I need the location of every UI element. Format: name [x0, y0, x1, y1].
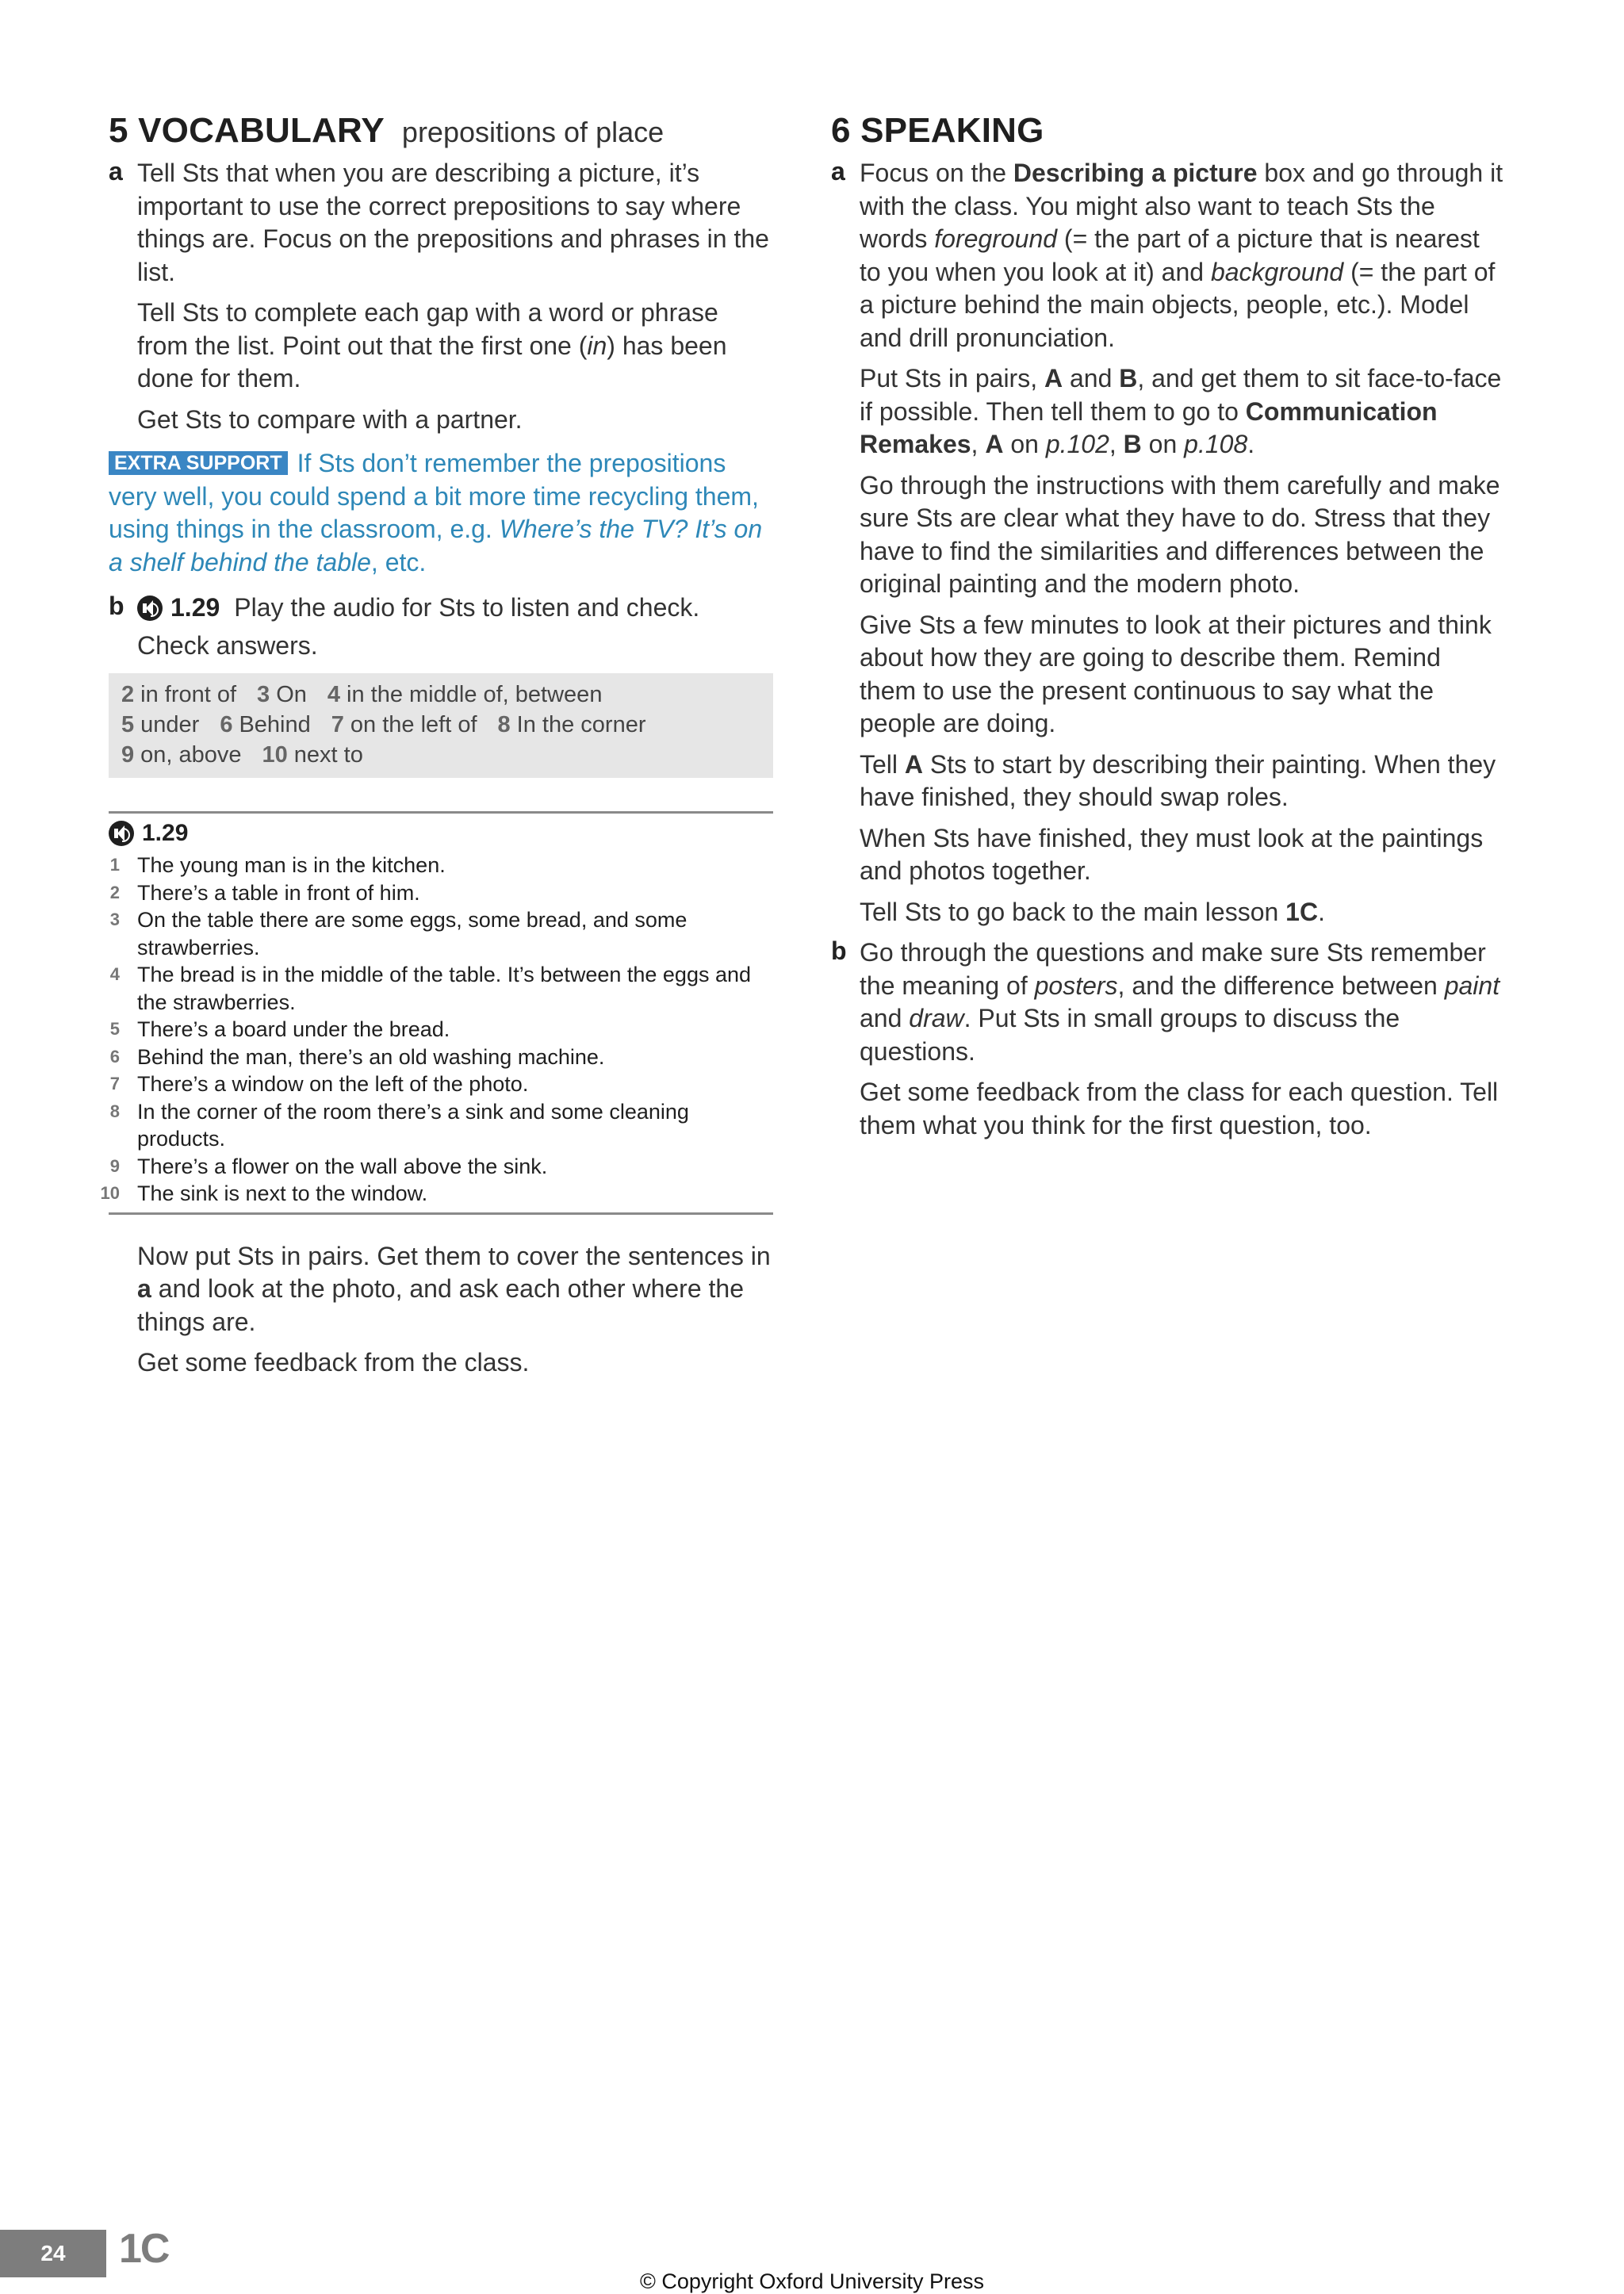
line-text: There’s a flower on the wall above the sink. [137, 1154, 548, 1178]
audio-speaker-icon [137, 596, 163, 621]
paragraph [137, 297, 773, 396]
answer-item [327, 682, 603, 707]
answer-number: 10 [262, 742, 288, 768]
audio-track-number: 1.29 [170, 593, 220, 622]
paragraph [860, 896, 1503, 929]
answer-row [121, 680, 760, 710]
paragraph: When Sts have finished, they must look at the paintings and photos together. [860, 823, 1484, 885]
answer-text: under [140, 712, 200, 737]
section-title: 5 VOCABULARY [109, 111, 385, 150]
text: , and get them to sit face-to-face if possible. Then tell them to go to [860, 364, 1502, 426]
left-column [100, 111, 773, 1388]
answer-number: 7 [331, 712, 344, 737]
text: box and go through it with the class. You might also want to teach Sts the words [860, 159, 1503, 253]
text: Tell Sts to complete each gap with a word or phrase from the list. Point out that the first one ( [137, 298, 718, 360]
exercise-a [831, 157, 1503, 929]
bold-text: a [137, 1274, 151, 1303]
bold-text: 1C [1285, 897, 1319, 926]
paragraph: Get Sts to compare with a partner. [137, 404, 523, 434]
italic-text: foreground [934, 224, 1058, 253]
italic-text: posters [1034, 971, 1118, 1000]
answer-number: 2 [121, 682, 135, 707]
paragraph: Get some feedback from the class. [137, 1348, 530, 1377]
text: Go through the questions and make sure Sts remember the meaning of [860, 938, 1486, 1000]
lesson-label: 1C [119, 2226, 169, 2272]
answer-number: 5 [121, 712, 135, 737]
paragraph: Give Sts a few minutes to look at their pictures and think about how they are going to describe them. Remind them to use the present continuous to say what the people are doing. [860, 610, 1492, 737]
exercise-letter: b [109, 592, 124, 620]
line-text: There’s a window on the left of the photo. [137, 1072, 529, 1096]
answer-text: on the left of [350, 712, 477, 737]
answer-text: Behind [239, 712, 311, 737]
line-text: The bread is in the middle of the table. It’s between the eggs and the strawberries. [137, 963, 752, 1014]
text: and [1069, 364, 1113, 393]
bold-text: A [1044, 364, 1063, 393]
line-text: The young man is in the kitchen. [137, 853, 446, 877]
italic-text: paint [1444, 971, 1500, 1000]
text: (= the part of a picture that is nearest to you when you look at it) and [860, 224, 1480, 286]
bold-text: A [904, 749, 924, 779]
answer-item [257, 682, 307, 707]
answer-number: 3 [257, 682, 270, 707]
answer-text: in the middle of, between [347, 682, 603, 707]
line-number: 6 [109, 1046, 120, 1067]
text: and [860, 1004, 902, 1032]
answer-item [121, 742, 242, 768]
exercise-b [109, 592, 773, 662]
line-text: There’s a table in front of him. [137, 880, 420, 905]
audio-line [137, 592, 773, 625]
section-subtitle: prepositions of place [401, 116, 665, 148]
text: , [971, 430, 979, 458]
paragraph [860, 749, 1503, 814]
answer-key-box [109, 673, 773, 778]
text: . Put Sts in small groups to discuss the questions. [860, 1004, 1400, 1066]
answer-item [331, 712, 477, 737]
answer-text: on, above [140, 742, 242, 768]
script-line [109, 1070, 773, 1098]
text: Focus on the [860, 159, 1006, 187]
italic-text: Where’s the TV? It’s on a shelf behind the table [109, 515, 763, 576]
line-number: 7 [109, 1074, 120, 1093]
answer-row [121, 710, 760, 740]
line-number: 2 [109, 882, 120, 902]
italic-text: background [1210, 257, 1344, 286]
answer-item [220, 712, 310, 737]
answer-number: 6 [220, 712, 233, 737]
answer-row [121, 740, 760, 770]
text: Now put Sts in pairs. Get them to cover the sentences in [137, 1241, 771, 1270]
line-number: 4 [109, 964, 120, 984]
text: and look at the photo, and ask each other where the things are. [137, 1274, 744, 1336]
paragraph: Check answers. [137, 630, 318, 660]
italic-text: p.102 [1045, 430, 1109, 458]
paragraph [860, 936, 1503, 1068]
script-heading [109, 820, 773, 847]
answer-number: 4 [327, 682, 341, 707]
extra-support-tag: EXTRA SUPPORT [109, 451, 288, 475]
text: , [1109, 430, 1116, 458]
script-line [109, 1016, 773, 1044]
bold-text: Communication Remakes [860, 396, 1438, 458]
text: Tell Sts to go back to the main lesson [860, 897, 1279, 926]
answer-text: in front of [140, 682, 237, 707]
answer-item [498, 712, 646, 737]
line-number: 9 [109, 1155, 120, 1176]
script-line [109, 879, 773, 907]
script-line [109, 961, 773, 1016]
paragraph: Tell Sts that when you are describing a picture, it’s important to use the correct prepositions to say where things are. Focus on the prepositions and phrases in the list. [137, 159, 769, 286]
text: ) has been done for them. [137, 331, 727, 393]
answer-text: On [276, 682, 307, 707]
line-number: 3 [109, 910, 120, 929]
section-6-heading [831, 111, 1503, 151]
paragraph [137, 1240, 773, 1339]
page-number: 24 [40, 2241, 66, 2265]
answer-text: next to [293, 742, 363, 768]
text: , etc. [370, 547, 427, 576]
paragraph [860, 362, 1503, 461]
italic-text: p.108 [1184, 430, 1248, 458]
text: Sts to start by describing their painting. When they have finished, they should swap roles. [860, 749, 1496, 811]
answer-number: 8 [497, 712, 511, 737]
line-number: 10 [100, 1183, 120, 1203]
exercise-a [109, 157, 773, 436]
follow-up [109, 1240, 773, 1380]
line-text: On the table there are some eggs, some bread, and some strawberries. [137, 908, 688, 959]
text: Play the audio for Sts to listen and check. [234, 593, 700, 622]
exercise-letter: b [831, 936, 847, 965]
line-text: Behind the man, there’s an old washing machine. [137, 1044, 605, 1069]
italic-text: draw [909, 1004, 964, 1032]
bold-text: A [985, 430, 1004, 458]
text: on [1010, 430, 1039, 458]
answer-text: In the corner [516, 712, 646, 737]
text: . [1247, 430, 1255, 458]
text: Put Sts in pairs, [860, 364, 1038, 393]
script-line [109, 906, 773, 961]
line-text: The sink is next to the window. [137, 1181, 428, 1205]
script-line [109, 1153, 773, 1181]
copyright-notice: © Copyright Oxford University Press [639, 2269, 985, 2293]
answer-item [121, 682, 236, 707]
exercise-b [831, 936, 1503, 1142]
line-number: 8 [109, 1101, 120, 1121]
text: . [1318, 897, 1325, 926]
text: Tell [860, 749, 898, 779]
script-line [109, 1098, 773, 1153]
text: on [1148, 430, 1178, 458]
section-5-heading [109, 111, 773, 151]
script-lines [100, 852, 773, 1208]
line-text: In the corner of the room there’s a sink and some cleaning products. [137, 1099, 689, 1151]
script-line [100, 1180, 773, 1208]
italic-text: in [587, 331, 607, 360]
line-text: There’s a board under the bread. [137, 1017, 450, 1041]
script-line [109, 1044, 773, 1071]
extra-support-note [109, 447, 773, 579]
audio-speaker-icon [109, 821, 134, 846]
bold-text: Describing a picture [1013, 159, 1258, 187]
bold-text: B [1119, 364, 1138, 393]
right-column [831, 111, 1503, 1150]
line-number: 5 [109, 1019, 120, 1039]
text: If Sts don’t remember the prepositions very well, you could spend a bit more time recycling them, using things in the classroom, e.g. [109, 449, 759, 543]
text: (= the part of a picture behind the main objects, people, etc.). Model and drill pronunciation. [860, 257, 1496, 352]
script-line [109, 852, 773, 879]
answer-number: 9 [121, 742, 135, 768]
bold-text: B [1123, 430, 1142, 458]
paragraph: Get some feedback from the class for each question. Tell them what you think for the first question, too. [860, 1078, 1499, 1139]
script-track-number: 1.29 [142, 820, 189, 846]
section-title: 6 SPEAKING [831, 111, 1044, 150]
paragraph: Go through the instructions with them carefully and make sure Sts are clear what they have to do. Stress that they have to find the similarities and differences between the original painting and the modern photo. [860, 470, 1500, 598]
exercise-letter: a [109, 157, 123, 186]
text: , and the difference between [1117, 971, 1438, 1000]
audio-script [100, 811, 773, 1215]
paragraph [860, 157, 1503, 354]
answer-item [262, 742, 363, 768]
answer-item [121, 712, 199, 737]
line-number: 1 [109, 855, 120, 875]
exercise-letter: a [831, 157, 845, 186]
